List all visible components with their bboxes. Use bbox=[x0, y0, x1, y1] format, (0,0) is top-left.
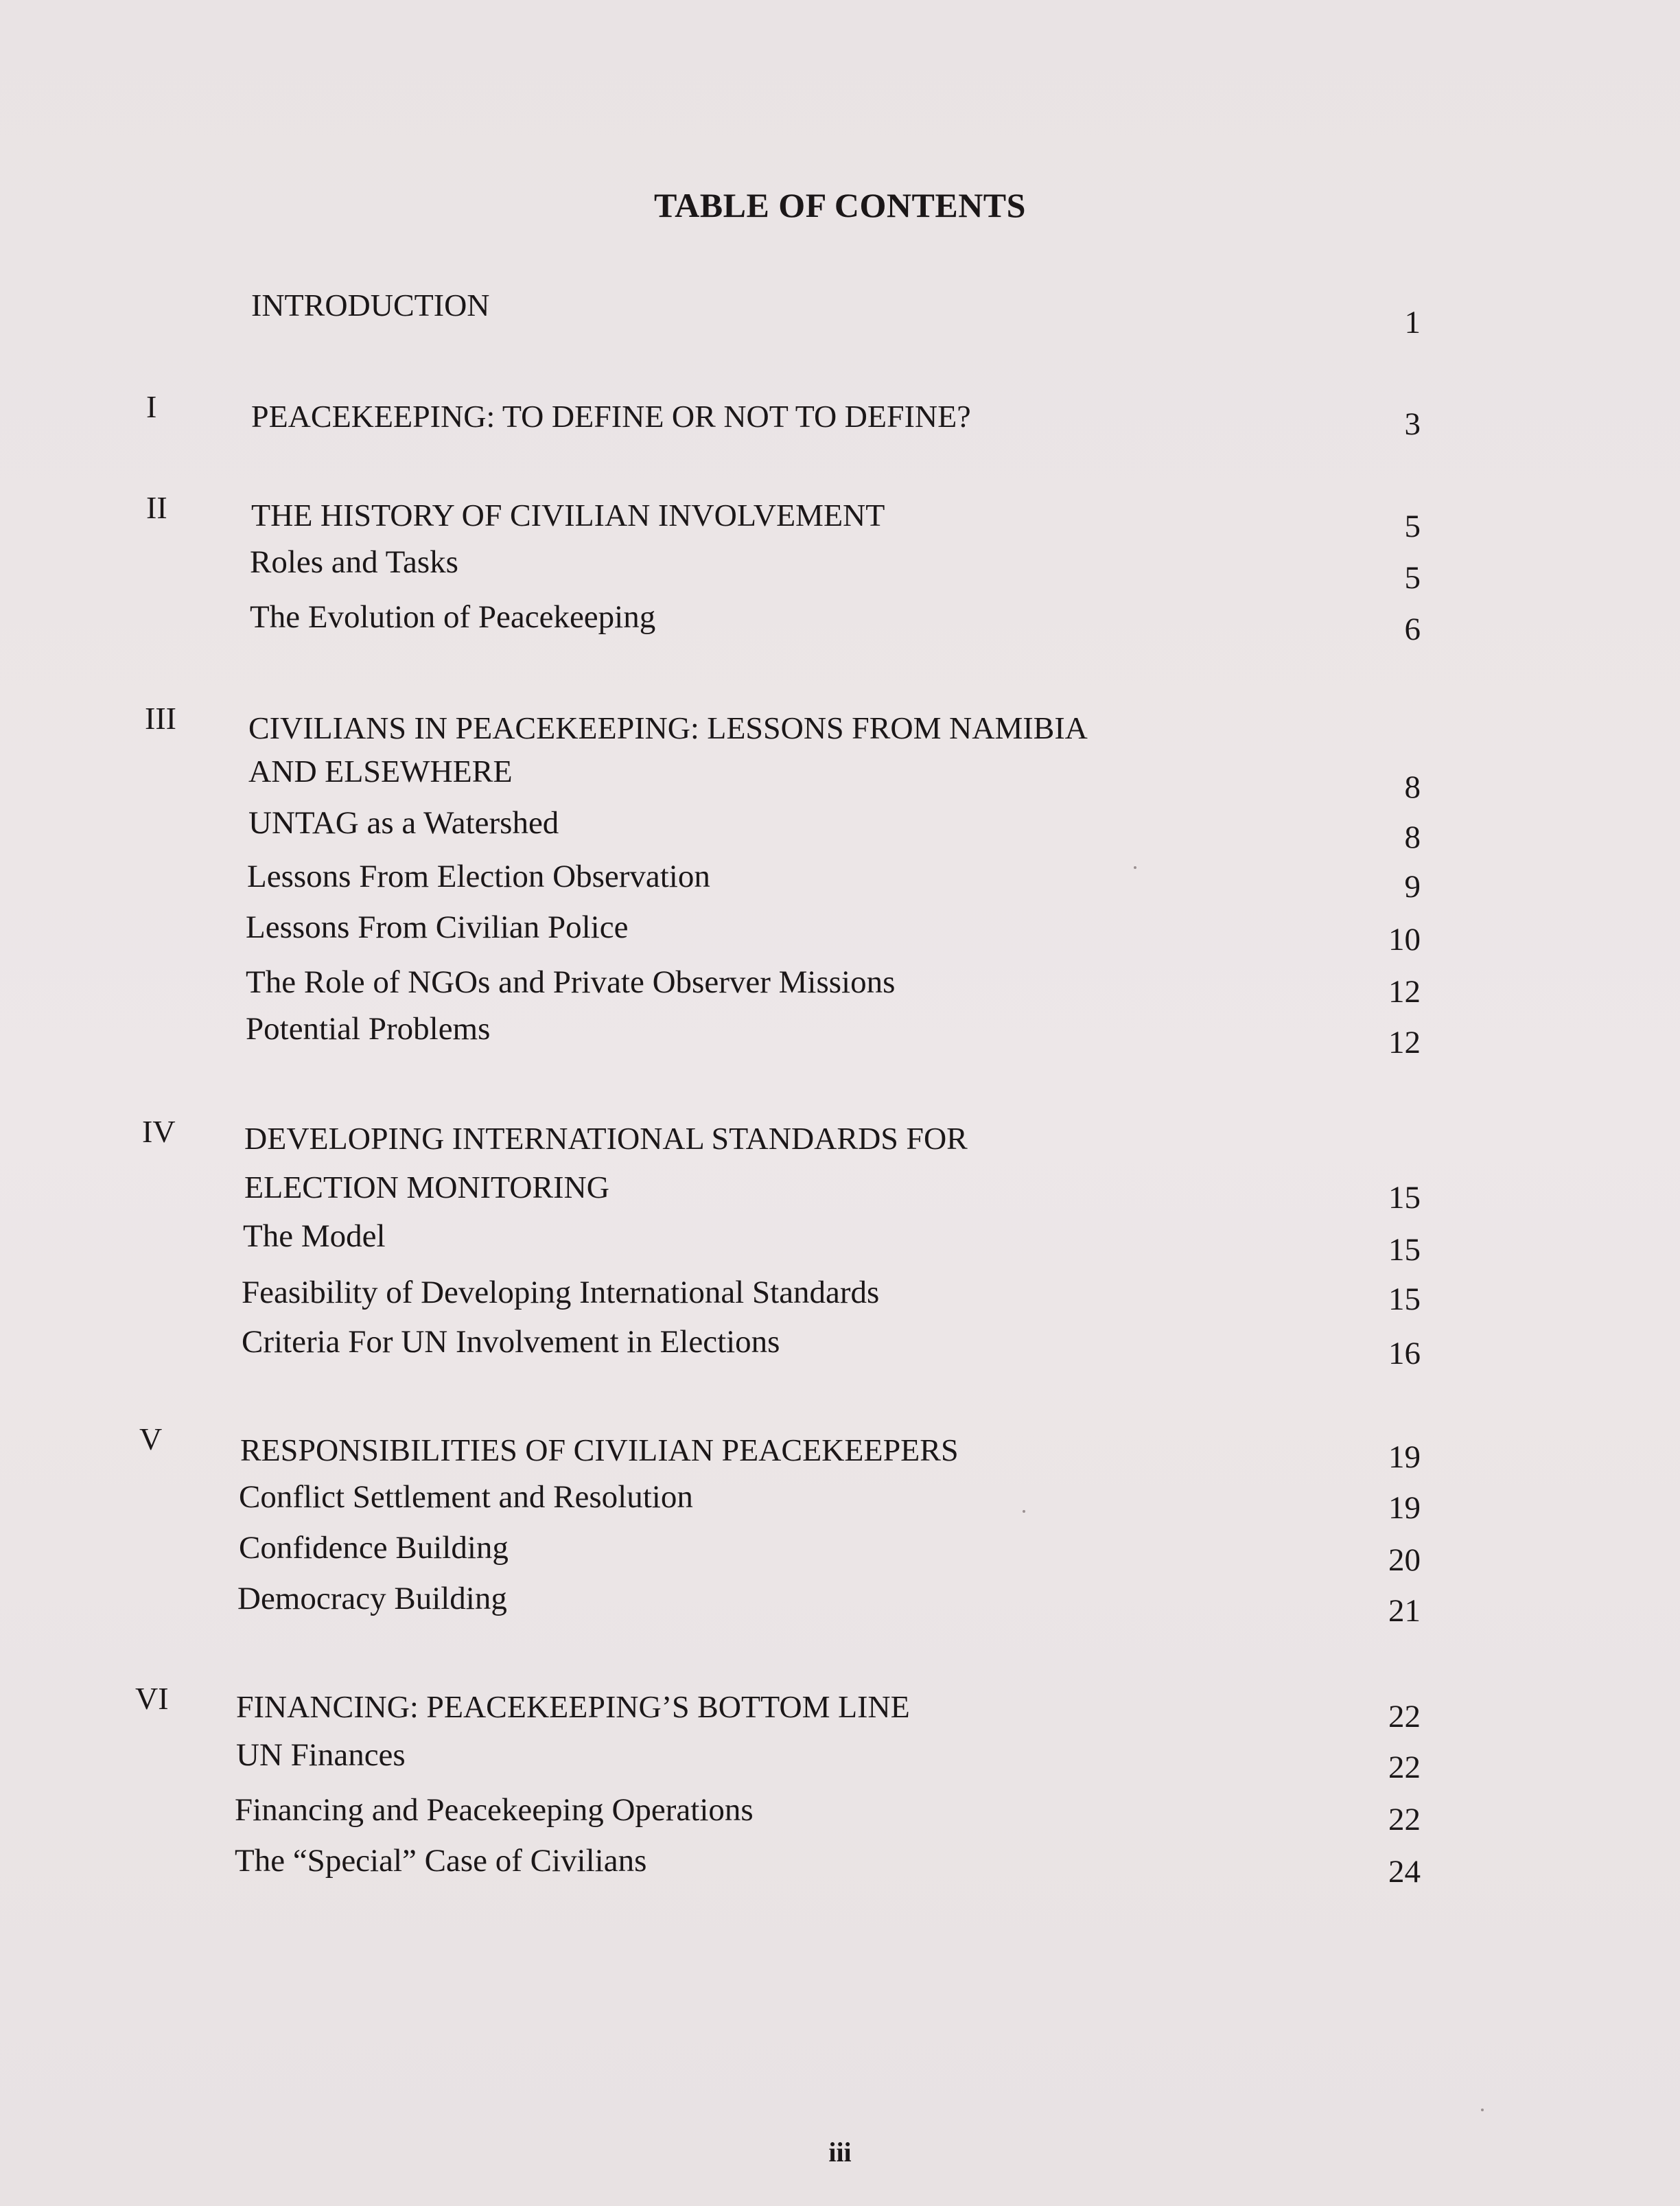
toc-page-number: 3 bbox=[1404, 406, 1421, 442]
toc-page-number: 15 bbox=[1388, 1281, 1421, 1317]
toc-entry-introduction: INTRODUCTION bbox=[251, 288, 490, 323]
toc-entry-subsection: Lessons From Election Observation bbox=[247, 859, 710, 894]
toc-page-number: 22 bbox=[1388, 1699, 1421, 1734]
toc-page-number: 19 bbox=[1388, 1490, 1421, 1526]
section-numeral-ii: II bbox=[146, 490, 167, 525]
toc-page-number: 21 bbox=[1388, 1593, 1421, 1629]
toc-entry-subsection: Lessons From Civilian Police bbox=[246, 909, 629, 945]
section-numeral-iv: IV bbox=[142, 1114, 176, 1149]
toc-entry-section-vi: FINANCING: PEACEKEEPING’S BOTTOM LINE bbox=[236, 1689, 910, 1724]
scan-speck bbox=[1481, 2109, 1484, 2111]
page-folio: iii bbox=[828, 2137, 852, 2168]
scan-speck bbox=[1023, 1510, 1025, 1513]
toc-entry-subsection: Conflict Settlement and Resolution bbox=[239, 1479, 693, 1515]
toc-page-number: 22 bbox=[1388, 1802, 1421, 1837]
toc-entry-subsection: Feasibility of Developing International Standards bbox=[242, 1275, 880, 1310]
toc-page-number: 9 bbox=[1404, 869, 1421, 905]
toc-entry-subsection: The Model bbox=[243, 1218, 386, 1254]
toc-page-number: 6 bbox=[1404, 612, 1421, 647]
toc-entry-subsection: UN Finances bbox=[236, 1737, 406, 1773]
toc-entry-section-i: PEACEKEEPING: TO DEFINE OR NOT TO DEFINE? bbox=[251, 399, 971, 434]
toc-entry-subsection: The Evolution of Peacekeeping bbox=[250, 599, 656, 635]
toc-entry-subsection: Financing and Peacekeeping Operations bbox=[235, 1792, 754, 1828]
toc-page-number: 19 bbox=[1388, 1439, 1421, 1475]
toc-page-number: 24 bbox=[1388, 1854, 1421, 1890]
section-numeral-vi: VI bbox=[135, 1681, 169, 1716]
toc-page-number: 16 bbox=[1388, 1336, 1421, 1371]
toc-entry-section-iii-continued: AND ELSEWHERE bbox=[248, 754, 513, 789]
toc-page-number: 1 bbox=[1404, 305, 1421, 340]
toc-page-number: 5 bbox=[1404, 560, 1421, 596]
toc-page-number: 8 bbox=[1404, 820, 1421, 855]
scan-speck bbox=[1134, 866, 1136, 869]
toc-page-number: 15 bbox=[1388, 1232, 1421, 1268]
toc-page-number: 5 bbox=[1404, 509, 1421, 544]
toc-entry-subsection: UNTAG as a Watershed bbox=[248, 805, 559, 841]
toc-entry-subsection: Roles and Tasks bbox=[250, 544, 458, 580]
section-numeral-iii: III bbox=[145, 701, 176, 736]
toc-entry-section-iv: DEVELOPING INTERNATIONAL STANDARDS FOR bbox=[244, 1121, 968, 1156]
toc-page-number: 22 bbox=[1388, 1750, 1421, 1785]
toc-page-number: 12 bbox=[1388, 1025, 1421, 1060]
section-numeral-v: V bbox=[139, 1421, 163, 1456]
toc-entry-subsection: The Role of NGOs and Private Observer Missions bbox=[246, 964, 896, 1000]
toc-page-number: 15 bbox=[1388, 1180, 1421, 1216]
toc-entry-section-v: RESPONSIBILITIES OF CIVILIAN PEACEKEEPERS bbox=[240, 1432, 959, 1467]
toc-entry-section-iv-continued: ELECTION MONITORING bbox=[244, 1170, 609, 1205]
toc-entry-section-iii: CIVILIANS IN PEACEKEEPING: LESSONS FROM NAMIBIA bbox=[248, 710, 1088, 745]
toc-entry-subsection: The “Special” Case of Civilians bbox=[235, 1843, 647, 1879]
page-title: TABLE OF CONTENTS bbox=[654, 186, 1026, 224]
section-numeral-i: I bbox=[146, 389, 157, 424]
toc-entry-subsection: Potential Problems bbox=[246, 1011, 491, 1047]
toc-entry-subsection: Democracy Building bbox=[237, 1581, 507, 1616]
toc-page-number: 10 bbox=[1388, 922, 1421, 957]
toc-page-number: 8 bbox=[1404, 769, 1421, 805]
toc-entry-section-ii: THE HISTORY OF CIVILIAN INVOLVEMENT bbox=[251, 498, 885, 533]
toc-entry-subsection: Confidence Building bbox=[239, 1530, 509, 1566]
toc-page-number: 12 bbox=[1388, 974, 1421, 1010]
toc-page-number: 20 bbox=[1388, 1542, 1421, 1578]
toc-entry-subsection: Criteria For UN Involvement in Elections bbox=[242, 1324, 780, 1360]
